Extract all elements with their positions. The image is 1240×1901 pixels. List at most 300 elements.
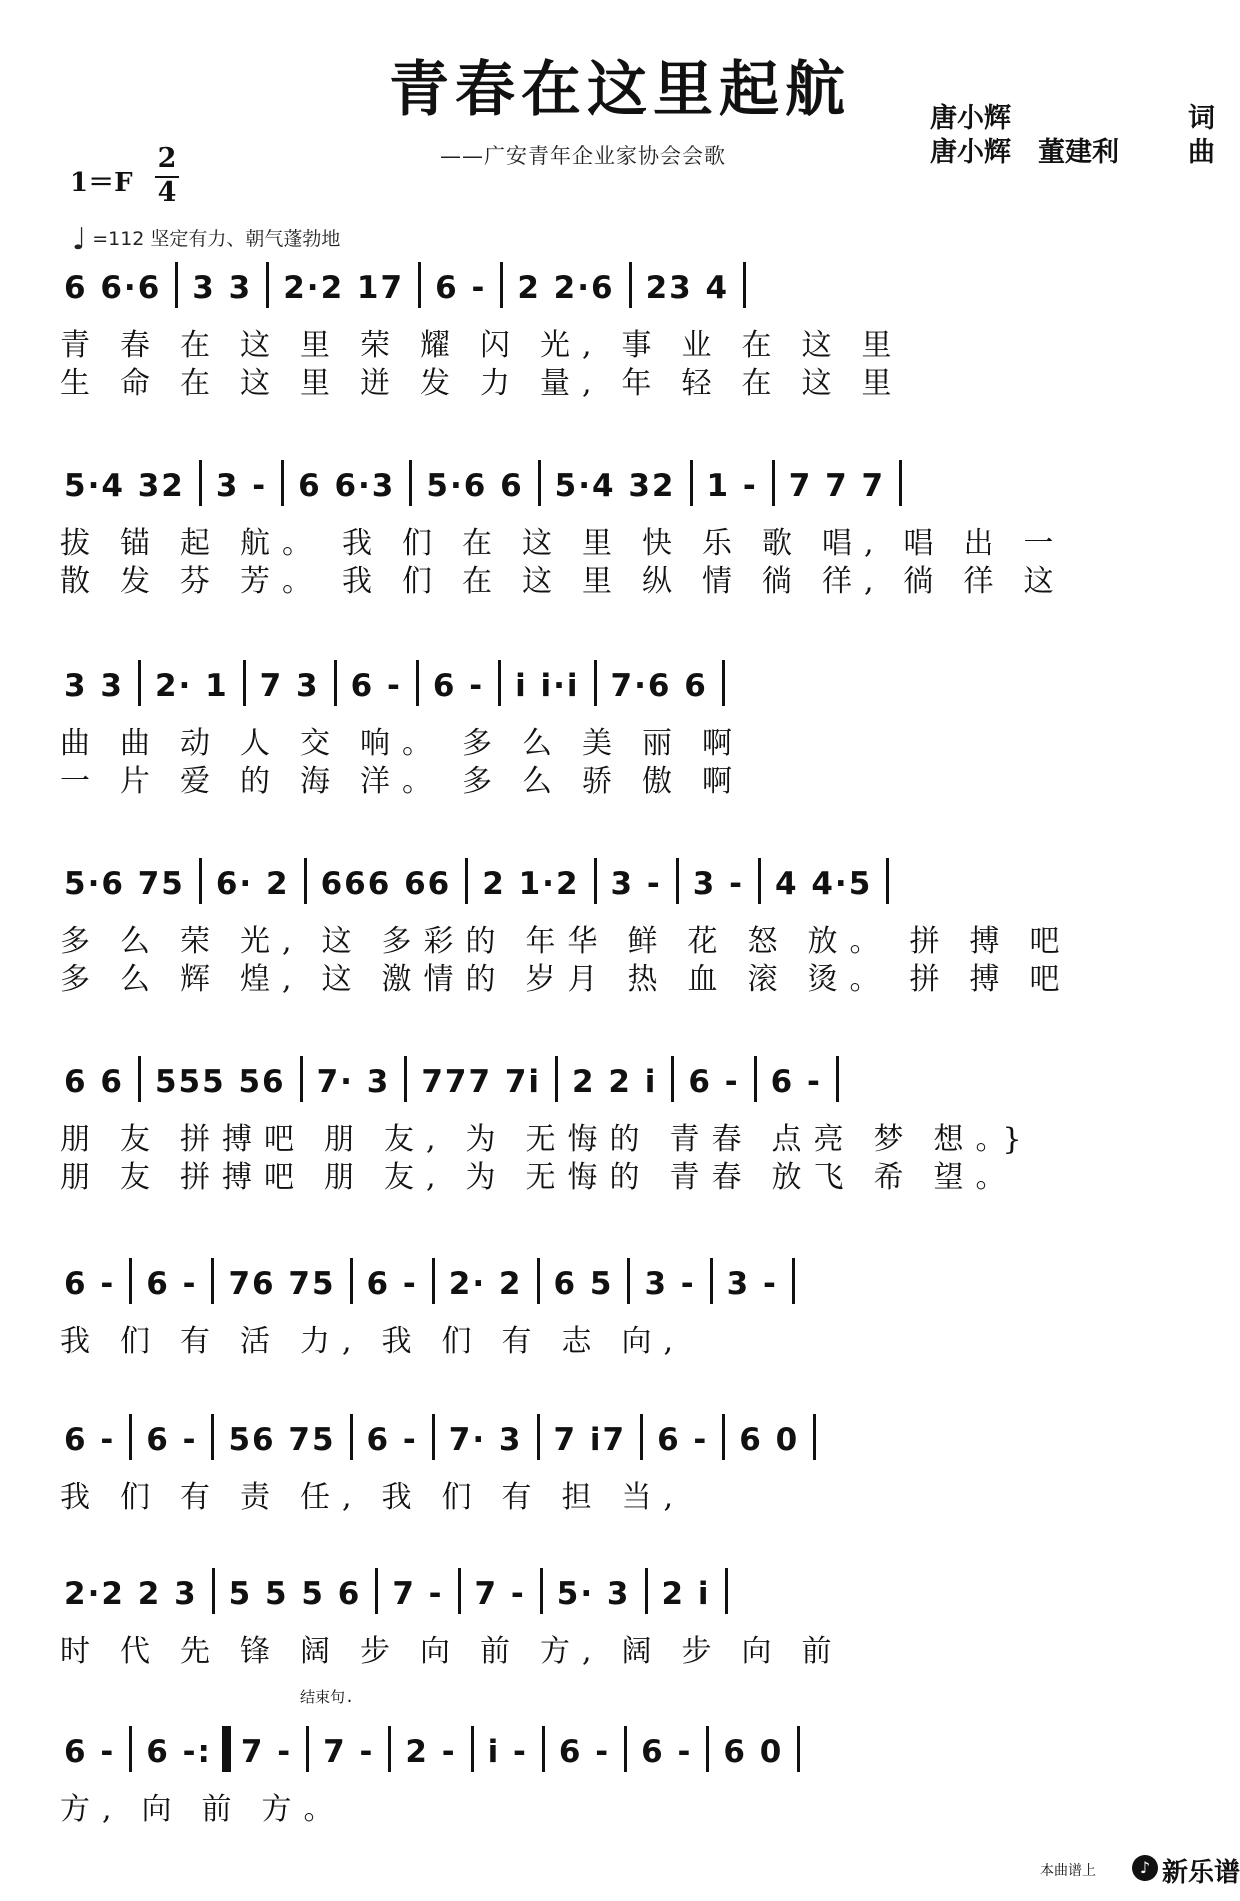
lyric-word: 代 — [120, 1634, 162, 1669]
lyric-word: 骄 — [582, 764, 624, 799]
lyric-word: 希 — [873, 1160, 916, 1195]
lyric-word: 放飞 — [771, 1160, 856, 1195]
lyric-word: 荣 — [360, 328, 402, 363]
lyric-word: 唱, — [822, 526, 886, 561]
notation-line — [64, 1056, 853, 1102]
notation-line — [64, 1568, 742, 1614]
barline — [671, 1056, 674, 1102]
lyric-word: 我 — [381, 1324, 424, 1359]
lyric-word: 青春 — [669, 1122, 754, 1157]
barline — [416, 660, 419, 706]
lyric-word: 多 — [60, 962, 102, 997]
lyric-word: 拼 — [909, 962, 952, 997]
notation-line — [64, 1258, 809, 1304]
lyric-word: 无悔的 — [525, 1122, 652, 1157]
lyric-word: 这 — [240, 366, 282, 401]
barline — [432, 1258, 435, 1304]
lyric-word: 朋 — [60, 1160, 102, 1195]
lyric-word: 丽 — [642, 726, 684, 761]
barline — [836, 1056, 839, 1102]
time-signature-bottom: 4 — [157, 177, 177, 208]
lyric-word: 血 — [687, 962, 730, 997]
barline — [199, 858, 202, 904]
barline — [334, 660, 337, 706]
composer-names: 唐小辉 董建利 — [930, 137, 1119, 168]
lyric-word: 啊 — [702, 726, 744, 761]
measure: 5 5 5 6 — [228, 1576, 362, 1612]
measure: 7 - — [392, 1576, 444, 1612]
lyric-word: 煌, — [240, 962, 304, 997]
barline — [722, 1414, 725, 1460]
lyric-word: 光, — [540, 328, 604, 363]
barline — [540, 1568, 543, 1614]
barline — [211, 1414, 214, 1460]
lyric-word: 阔 — [300, 1634, 342, 1669]
lyric-line — [60, 1152, 1036, 1196]
lyric-word: 曲 — [60, 726, 102, 761]
lyric-word: 海 — [300, 764, 342, 799]
barline — [500, 262, 503, 308]
measure: 6 - — [146, 1422, 198, 1458]
barline — [266, 262, 269, 308]
measure: 7 - — [323, 1734, 375, 1770]
lyric-word: 情 — [702, 564, 744, 599]
barline — [375, 1568, 378, 1614]
time-signature-top: 2 — [157, 143, 177, 174]
lyric-word: 们 — [402, 526, 444, 561]
lyric-word: 先 — [180, 1634, 222, 1669]
barline — [418, 262, 421, 308]
lyric-word: 多 — [462, 764, 504, 799]
measure: 5· 3 — [556, 1576, 631, 1612]
measure: 5·4 32 — [554, 468, 676, 504]
lyric-line — [60, 358, 922, 402]
barline — [498, 660, 501, 706]
measure: 4 4·5 — [774, 866, 873, 902]
lyric-word: 友 — [120, 1160, 162, 1195]
lyric-word: 乐 — [702, 526, 744, 561]
lyric-word: 拼搏吧 — [180, 1160, 306, 1195]
lyric-word: 这 — [321, 962, 364, 997]
barline — [594, 858, 597, 904]
measure: 6 0 — [739, 1422, 800, 1458]
tempo-marking — [72, 222, 340, 257]
measure: 3 3 — [192, 270, 253, 306]
lyric-word: 当, — [621, 1480, 686, 1515]
barline — [388, 1726, 391, 1772]
measure: 6 - — [64, 1734, 116, 1770]
lyric-word: 们 — [120, 1480, 162, 1515]
barline — [129, 1258, 132, 1304]
lyric-word: 志 — [561, 1324, 604, 1359]
lyric-word: 啊 — [702, 764, 744, 799]
lyric-word: 徜 — [903, 564, 946, 599]
measure: 6 - — [435, 270, 487, 306]
lyric-word: 梦 — [873, 1122, 916, 1157]
measure: 6 - — [366, 1422, 418, 1458]
lyric-word: 人 — [240, 726, 282, 761]
measure: 7· 3 — [448, 1422, 523, 1458]
lyric-word: 朋 — [60, 1122, 102, 1157]
lyric-word: 里 — [861, 328, 904, 363]
lyric-word: 朋 — [324, 1122, 366, 1157]
lyric-word: 轻 — [681, 366, 724, 401]
measure: 2·2 17 — [283, 270, 405, 306]
lyric-word: 责 — [240, 1480, 282, 1515]
measure: 555 56 — [154, 1064, 286, 1100]
quarter-note-icon: ♩ — [72, 222, 87, 257]
notation-line — [64, 660, 739, 706]
barline — [211, 1258, 214, 1304]
lyric-word: 搏 — [969, 924, 1012, 959]
ending-annotation: 结束句. — [300, 1688, 355, 1706]
measure: 2 2·6 — [517, 270, 615, 306]
barline — [627, 1258, 630, 1304]
lyric-word: 发 — [120, 564, 162, 599]
measure: 3 - — [610, 866, 662, 902]
lyric-word: 么 — [120, 962, 162, 997]
lyric-word: 拼 — [909, 924, 952, 959]
lyric-word: 响。 — [360, 726, 444, 761]
lyric-word: 在 — [180, 328, 222, 363]
lyric-word: 片 — [120, 764, 162, 799]
music-note-logo-icon: ♪ — [1132, 1855, 1158, 1881]
lyric-word: 步 — [360, 1634, 402, 1669]
lyric-word: 快 — [642, 526, 684, 561]
barline — [645, 1568, 648, 1614]
lyric-word: 闪 — [480, 328, 522, 363]
measure: 2 - — [405, 1734, 457, 1770]
measure: 3 - — [726, 1266, 778, 1302]
measure: 2 2 i — [572, 1064, 658, 1100]
time-signature — [155, 144, 179, 208]
lyric-word: 滚 — [747, 962, 790, 997]
lyric-word: 激情的 — [381, 962, 508, 997]
lyric-word: 年华 — [525, 924, 610, 959]
lyric-word: 动 — [180, 726, 222, 761]
barline — [432, 1414, 435, 1460]
notation-line — [64, 858, 903, 904]
measure: 6 5 — [553, 1266, 614, 1302]
footer-credit: 本曲谱上 — [1040, 1863, 1096, 1879]
measure: 6 6 — [64, 1064, 124, 1100]
site-name: 新乐谱 — [1162, 1858, 1240, 1888]
measure: 6 - — [432, 668, 485, 704]
barline — [690, 460, 693, 506]
measure: 6 - — [64, 1266, 116, 1302]
lyric-word: 搏 — [969, 962, 1012, 997]
measure: 3 3 — [64, 668, 124, 704]
lyric-word: 青春 — [669, 1160, 754, 1195]
lyric-line — [60, 1472, 703, 1516]
barline — [537, 1258, 540, 1304]
lyric-word: 无悔的 — [525, 1160, 652, 1195]
measure: 7 - — [474, 1576, 526, 1612]
lyric-word: 力 — [480, 366, 522, 401]
lyric-word: 命 — [120, 366, 162, 401]
lyric-word: 美 — [582, 726, 624, 761]
lyric-word: 有 — [180, 1480, 222, 1515]
lyric-word: 芬 — [180, 564, 222, 599]
lyric-word: 么 — [120, 924, 162, 959]
measure: 6 0 — [723, 1734, 784, 1770]
lyric-word: 辉 — [180, 962, 222, 997]
measure: i - — [487, 1734, 528, 1770]
measure: 5·4 32 — [64, 468, 185, 504]
lyric-word: 事 — [621, 328, 664, 363]
lyric-word: 多 — [462, 726, 504, 761]
measure: 2·2 2 3 — [64, 1576, 198, 1612]
lyric-word: 我 — [381, 1480, 424, 1515]
lyric-word: 荣 — [180, 924, 222, 959]
measure: 5·6 6 — [426, 468, 524, 504]
barline — [404, 1056, 407, 1102]
lyric-word: 望。 — [933, 1160, 1018, 1195]
lyric-word: 这 — [1023, 564, 1066, 599]
barline — [754, 1056, 757, 1102]
lyric-word: 任, — [300, 1480, 364, 1515]
barline — [725, 1568, 728, 1614]
measure: 23 4 — [645, 270, 730, 306]
barline — [743, 262, 746, 308]
measure: 7 i7 — [553, 1422, 627, 1458]
lyric-word: 烫。 — [807, 962, 892, 997]
lyric-word: 我 — [342, 526, 384, 561]
lyric-word: 拼搏吧 — [180, 1122, 306, 1157]
lyric-word: 航。 — [240, 526, 324, 561]
lyric-word: 这 — [240, 328, 282, 363]
lyric-word: 时 — [60, 1634, 102, 1669]
lyric-word: 业 — [681, 328, 724, 363]
lyric-word: 吧 — [1029, 962, 1072, 997]
lyric-word: 朋 — [324, 1160, 366, 1195]
barline — [758, 858, 761, 904]
lyric-word: 为 — [465, 1122, 508, 1157]
lyric-word: 多彩的 — [381, 924, 508, 959]
lyric-word: 徜 — [762, 564, 804, 599]
barline — [138, 660, 141, 706]
measure: 7 - — [240, 1734, 293, 1770]
lyric-word: 散 — [60, 564, 102, 599]
lyric-word: 么 — [522, 726, 564, 761]
measure: 56 75 — [228, 1422, 336, 1458]
lyric-word: 唱 — [903, 526, 946, 561]
lyric-word: 春 — [120, 328, 162, 363]
barline — [542, 1726, 545, 1772]
lyric-word: 的 — [240, 764, 282, 799]
measure: 6 - — [657, 1422, 709, 1458]
lyric-word: 向 — [420, 1634, 462, 1669]
barline — [199, 460, 202, 506]
lyric-word: 想。} — [933, 1122, 1034, 1157]
lyric-word: 里 — [300, 328, 342, 363]
tempo-text: =112 坚定有力、朝气蓬勃地 — [92, 228, 341, 250]
lyric-word: 有 — [180, 1324, 222, 1359]
barline — [350, 1414, 353, 1460]
notation-line — [64, 1726, 814, 1772]
lyric-word: 锚 — [120, 526, 162, 561]
lyric-word: 方, — [540, 1634, 604, 1669]
barline — [676, 858, 679, 904]
lyric-word: 们 — [441, 1480, 484, 1515]
barline — [175, 262, 178, 308]
lyric-word: 在 — [462, 526, 504, 561]
lyric-line — [60, 756, 762, 800]
barline — [640, 1414, 643, 1460]
barline — [409, 460, 412, 506]
barline — [281, 460, 284, 506]
measure: 7 3 — [259, 668, 320, 704]
measure: 2 i — [661, 1576, 711, 1612]
lyric-word: 担 — [561, 1480, 604, 1515]
lyric-word: 有 — [501, 1480, 544, 1515]
lyric-word: 前 — [801, 1634, 844, 1669]
lyric-word: 我 — [60, 1480, 102, 1515]
lyric-word: 向 — [141, 1792, 184, 1827]
measure: 7 7 7 — [788, 468, 886, 504]
lyric-word: 起 — [180, 526, 222, 561]
barline — [300, 1056, 303, 1102]
lyric-line — [60, 1626, 862, 1670]
lyric-word: 在 — [741, 328, 784, 363]
lyric-word: 生 — [60, 366, 102, 401]
lyric-word: 为 — [465, 1160, 508, 1195]
lyric-word: 歌 — [762, 526, 804, 561]
lyric-word: 芳。 — [240, 564, 324, 599]
measure: 7· 3 — [316, 1064, 391, 1100]
barline — [306, 1726, 309, 1772]
measure: 6 - — [558, 1734, 611, 1770]
lyric-word: 们 — [402, 564, 444, 599]
lyric-word: 友 — [120, 1122, 162, 1157]
lyric-word: 向, — [621, 1324, 686, 1359]
measure: 6 6·3 — [298, 468, 396, 504]
lyric-line — [60, 1316, 703, 1360]
lyric-word: 这 — [801, 328, 844, 363]
song-title: 青春在这里起航 — [389, 55, 851, 125]
measure: 7·6 6 — [610, 668, 708, 704]
lyric-word: 吧 — [1029, 924, 1072, 959]
lyric-word: 纵 — [642, 564, 684, 599]
barline — [471, 1726, 474, 1772]
lyric-word: 放。 — [807, 924, 892, 959]
measure: 666 66 — [320, 866, 452, 902]
lyric-word: 在 — [462, 564, 504, 599]
lyric-word: 耀 — [420, 328, 462, 363]
lyric-word: 鲜 — [627, 924, 670, 959]
lyric-word: 友, — [384, 1160, 448, 1195]
barline — [797, 1726, 800, 1772]
lyric-word: 么 — [522, 764, 564, 799]
lyric-word: 在 — [180, 366, 222, 401]
lyric-word: 力, — [300, 1324, 364, 1359]
measure: 3 - — [215, 468, 268, 504]
measure: 6 - — [64, 1422, 116, 1458]
lyric-word: 洋。 — [360, 764, 444, 799]
barline — [537, 1414, 540, 1460]
lyric-word: 前 — [480, 1634, 522, 1669]
lyric-word: 傲 — [642, 764, 684, 799]
lyric-word: 量, — [540, 366, 604, 401]
measure: 777 7i — [421, 1064, 542, 1100]
barline — [212, 1568, 215, 1614]
lyric-word: 里 — [582, 526, 624, 561]
barline — [350, 1258, 353, 1304]
barline — [594, 660, 597, 706]
barline — [629, 262, 632, 308]
measure: 6 - — [366, 1266, 418, 1302]
barline — [538, 460, 541, 506]
measure: 2· 2 — [448, 1266, 523, 1302]
lyric-line — [60, 1784, 364, 1828]
barline — [458, 1568, 461, 1614]
lyric-word: 年 — [621, 366, 664, 401]
lyric-word: 一 — [60, 764, 102, 799]
lyric-word: 出 — [963, 526, 1006, 561]
lyric-word: 方。 — [261, 1792, 346, 1827]
lyric-word: 里 — [300, 366, 342, 401]
lyric-word: 怒 — [747, 924, 790, 959]
measure: 6 -: — [146, 1734, 212, 1770]
measure: 6 - — [688, 1064, 740, 1100]
lyric-word: 发 — [420, 366, 462, 401]
barline — [243, 660, 246, 706]
song-subtitle: ——广安青年企业家协会会歌 — [440, 144, 726, 168]
lyric-word: 光, — [240, 924, 304, 959]
notation-line — [64, 262, 760, 308]
lyric-word: 们 — [120, 1324, 162, 1359]
barline — [138, 1056, 141, 1102]
lyric-word: 们 — [441, 1324, 484, 1359]
barline — [465, 858, 468, 904]
barline — [555, 1056, 558, 1102]
lyric-word: 在 — [741, 366, 784, 401]
measure: 3 - — [692, 866, 744, 902]
lyric-word: 热 — [627, 962, 670, 997]
notation-line — [64, 460, 916, 506]
lyric-word: 步 — [681, 1634, 724, 1669]
measure: 1 - — [706, 468, 758, 504]
barline — [129, 1726, 132, 1772]
lyric-word: 方, — [60, 1792, 124, 1827]
barline — [886, 858, 889, 904]
lyric-word: 爱 — [180, 764, 222, 799]
key-signature: 1＝F — [70, 168, 133, 198]
barline — [772, 460, 775, 506]
lyric-line — [60, 556, 1084, 600]
lyric-word: 里 — [861, 366, 904, 401]
barline — [899, 460, 902, 506]
lyric-word: 多 — [60, 924, 102, 959]
lyric-word: 岁月 — [525, 962, 610, 997]
lyric-word: 这 — [801, 366, 844, 401]
measure: 6 6·6 — [64, 270, 162, 306]
lyric-word: 阔 — [621, 1634, 664, 1669]
lyric-word: 这 — [321, 924, 364, 959]
measure: 2· 1 — [154, 668, 229, 704]
lyric-word: 徉, — [822, 564, 886, 599]
lyric-word: 这 — [522, 526, 564, 561]
lyric-line — [60, 954, 1090, 998]
lyric-word: 曲 — [120, 726, 162, 761]
barline — [129, 1414, 132, 1460]
barline — [706, 1726, 709, 1772]
measure: 5·6 75 — [64, 866, 185, 902]
lyric-word: 这 — [522, 564, 564, 599]
lyric-word: 里 — [582, 564, 624, 599]
measure: 6 - — [770, 1064, 822, 1100]
lyric-word: 锋 — [240, 1634, 282, 1669]
